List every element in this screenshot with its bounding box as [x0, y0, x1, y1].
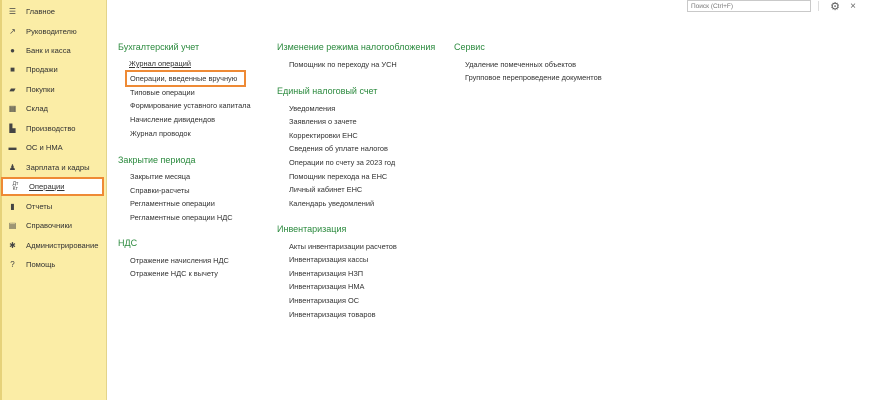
link-offset-applications[interactable]: Заявления о зачете — [289, 117, 357, 126]
factory-icon: ▙ — [9, 124, 16, 133]
link-delete-marked[interactable]: Удаление помеченных объектов — [465, 60, 577, 69]
cart-icon: ▰ — [9, 85, 16, 94]
sidebar-item-admin[interactable] — [0, 236, 104, 255]
link-regular-operations-vat[interactable]: Регламентные операции НДС — [130, 213, 233, 222]
link-inv-goods[interactable]: Инвентаризация товаров — [289, 310, 376, 319]
link-charter-capital[interactable]: Формирование уставного капитала — [130, 101, 251, 110]
sidebar-item-directories[interactable] — [0, 216, 104, 235]
section-title-ens: Единый налоговый счет — [277, 86, 378, 96]
sidebar-item-label: Банк и касса — [26, 46, 71, 55]
link-certificates[interactable]: Справки-расчеты — [130, 186, 190, 195]
settings-gear-icon[interactable]: ⚙ — [830, 0, 840, 13]
section-title-accounting: Бухгалтерский учет — [118, 42, 200, 52]
sidebar-item-label: Склад — [26, 104, 48, 113]
sidebar-item-label: Справочники — [26, 221, 73, 230]
bag-icon: ■ — [10, 65, 15, 74]
sidebar-item-label: Операции — [29, 182, 65, 191]
sidebar-item-reports[interactable] — [0, 197, 104, 216]
truck-icon: ▬ — [8, 143, 17, 152]
link-typical-operations[interactable]: Типовые операции — [130, 88, 195, 97]
link-tax-payments[interactable]: Сведения об уплате налогов — [289, 144, 388, 153]
sidebar-item-label: Зарплата и кадры — [26, 163, 90, 172]
dt-kt-icon: Дт Кт — [12, 180, 19, 192]
link-regular-operations[interactable]: Регламентные операции — [130, 199, 215, 208]
toolbar-divider — [818, 1, 819, 11]
link-ens-cabinet[interactable]: Личный кабинет ЕНС — [289, 185, 363, 194]
sidebar-item-label: Руководителю — [26, 27, 77, 36]
sidebar-item-label: Главное — [26, 7, 56, 16]
warehouse-icon: ▦ — [8, 104, 17, 113]
section-title-inventory: Инвентаризация — [277, 224, 347, 234]
link-notification-calendar[interactable]: Календарь уведомлений — [289, 199, 375, 208]
sidebar-item-label: ОС и НМА — [26, 143, 63, 152]
link-inv-settlements[interactable]: Акты инвентаризации расчетов — [289, 242, 397, 251]
sidebar-item-operations[interactable] — [1, 177, 104, 196]
book-icon: ▤ — [8, 221, 17, 230]
link-manual-operations[interactable]: Операции, введенные вручную — [130, 74, 238, 83]
section-title-vat: НДС — [118, 238, 138, 248]
coin-icon: ● — [10, 46, 15, 55]
sidebar — [0, 0, 107, 400]
trend-icon: ↗ — [9, 27, 16, 36]
person-icon: ♟ — [8, 163, 17, 172]
menu-icon: ☰ — [8, 7, 17, 16]
link-dividends[interactable]: Начисление дивидендов — [130, 115, 216, 124]
link-ens-corrections[interactable]: Корректировки ЕНС — [289, 131, 358, 140]
sidebar-item-bank[interactable] — [0, 41, 104, 60]
sidebar-item-label: Покупки — [26, 85, 55, 94]
link-notifications[interactable]: Уведомления — [289, 104, 336, 113]
link-ens-transition[interactable]: Помощник перехода на ЕНС — [289, 172, 388, 181]
sidebar-item-purchases[interactable] — [0, 80, 104, 99]
close-icon[interactable]: × — [850, 0, 856, 12]
sidebar-item-label: Помощь — [26, 260, 56, 269]
gear-icon: ✱ — [9, 241, 16, 250]
link-usn-assistant[interactable]: Помощник по переходу на УСН — [289, 60, 397, 69]
section-title-service: Сервис — [454, 42, 485, 52]
link-journal-operations[interactable]: Журнал операций — [129, 59, 191, 68]
sidebar-item-label: Производство — [26, 124, 76, 133]
section-title-period-close: Закрытие периода — [118, 155, 196, 165]
sidebar-item-assets[interactable] — [0, 138, 104, 157]
link-month-close[interactable]: Закрытие месяца — [130, 172, 191, 181]
bar-chart-icon: ▮ — [10, 202, 15, 211]
highlight-box — [125, 70, 246, 87]
link-inv-cash[interactable]: Инвентаризация кассы — [289, 255, 369, 264]
link-account-ops-2023[interactable]: Операции по счету за 2023 год — [289, 158, 396, 167]
link-inv-wip[interactable]: Инвентаризация НЗП — [289, 269, 364, 278]
link-vat-accrual[interactable]: Отражение начисления НДС — [130, 256, 229, 265]
link-inv-fixed-assets[interactable]: Инвентаризация ОС — [289, 296, 360, 305]
question-icon: ? — [10, 260, 15, 269]
link-vat-deduction[interactable]: Отражение НДС к вычету — [130, 269, 218, 278]
sidebar-item-sales[interactable] — [0, 60, 104, 79]
sidebar-item-production[interactable] — [0, 119, 104, 138]
sidebar-item-label: Отчеты — [26, 202, 53, 211]
sidebar-item-warehouse[interactable] — [0, 99, 104, 118]
search-box[interactable] — [687, 0, 811, 12]
sidebar-item-help[interactable] — [0, 255, 104, 274]
sidebar-item-salary[interactable] — [0, 158, 104, 177]
section-title-tax-regime: Изменение режима налогообложения — [277, 42, 436, 52]
sidebar-item-manager[interactable] — [0, 22, 104, 41]
sidebar-item-main[interactable] — [0, 2, 104, 21]
search-input[interactable] — [688, 2, 810, 12]
link-inv-intangibles[interactable]: Инвентаризация НМА — [289, 282, 365, 291]
link-journal-entries[interactable]: Журнал проводок — [130, 129, 191, 138]
sidebar-item-label: Администрирование — [26, 241, 99, 250]
link-group-reposting[interactable]: Групповое перепроведение документов — [465, 73, 602, 82]
sidebar-item-label: Продажи — [26, 65, 58, 74]
